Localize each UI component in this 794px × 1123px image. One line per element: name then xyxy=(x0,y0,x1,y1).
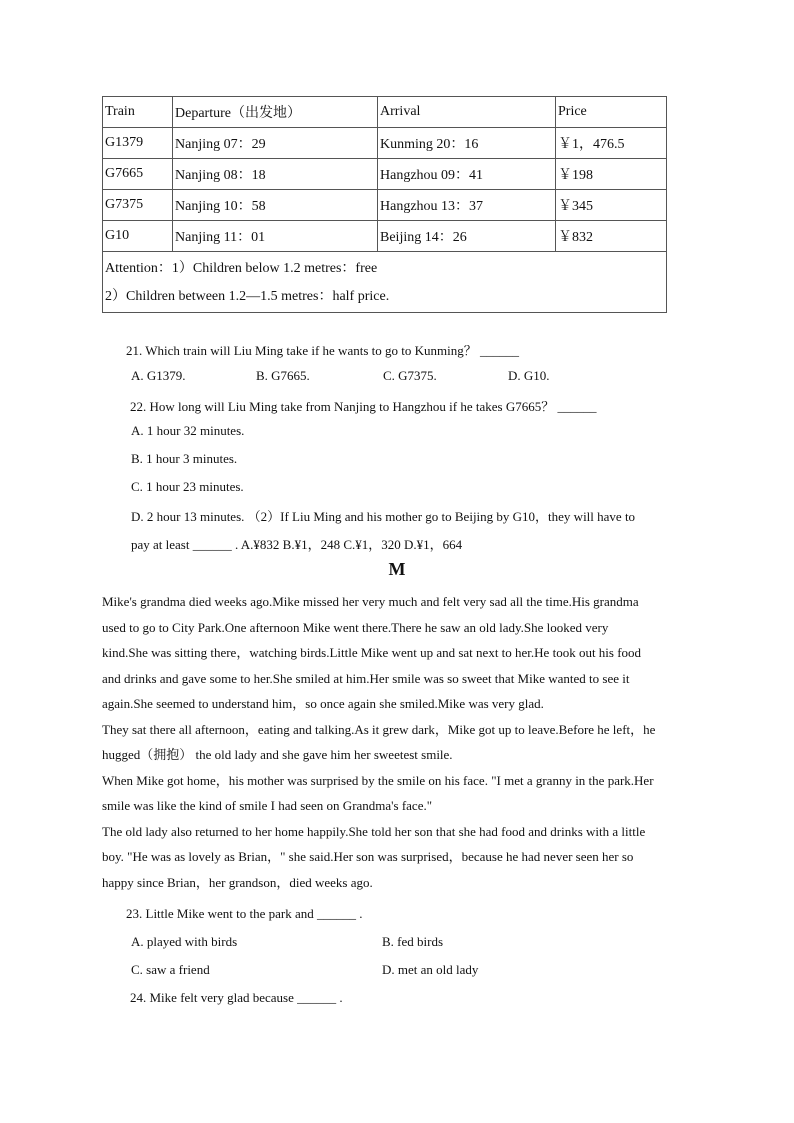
cell-arrival: Kunming 20：16 xyxy=(378,128,556,159)
q23-option-c[interactable]: C. saw a friend xyxy=(131,962,210,977)
passage-line: hugged（拥抱） the old lady and she gave him her sweetest smile. xyxy=(102,747,453,762)
header-price: Price xyxy=(556,97,667,128)
cell-price: ￥345 xyxy=(556,190,667,221)
table-note-row xyxy=(103,252,667,313)
table-header-row xyxy=(103,97,667,128)
passage-line: again.She seemed to understand him，so once again she smiled.Mike was very glad. xyxy=(102,696,544,711)
cell-departure: Nanjing 07：29 xyxy=(173,128,378,159)
q22-option-b[interactable]: B. 1 hour 3 minutes. xyxy=(131,451,238,466)
q22-option-c[interactable]: C. 1 hour 23 minutes. xyxy=(131,479,244,494)
header-departure: Departure（出发地） xyxy=(173,97,378,128)
cell-price: ￥198 xyxy=(556,159,667,190)
cell-departure: Nanjing 08：18 xyxy=(173,159,378,190)
cell-train: G7375 xyxy=(103,190,173,221)
table-row xyxy=(103,221,667,252)
cell-arrival: Hangzhou 09：41 xyxy=(378,159,556,190)
passage-line: Mike's grandma died weeks ago.Mike missed her very much and felt very sad all the time.His grandma xyxy=(102,594,639,609)
note-line-1: Attention：1）Children below 1.2 metres：free xyxy=(105,261,378,276)
table-row xyxy=(103,128,667,159)
cell-train: G7665 xyxy=(103,159,173,190)
q21-option-c[interactable]: C. G7375. xyxy=(383,368,437,383)
section-title: M xyxy=(388,559,406,579)
passage-line: kind.She was sitting there，watching birds.Little Mike went up and sat next to her.He took out his food xyxy=(102,645,642,660)
q22-option-d[interactable]: D. 2 hour 13 minutes. （2）If Liu Ming and his mother go to Beijing by G10，they will have to xyxy=(131,509,636,524)
table-row xyxy=(103,159,667,190)
passage-line: boy. "He was as lovely as Brian，" she said.Her son was surprised，because he had never seen her so xyxy=(102,849,634,864)
attention-note xyxy=(103,252,667,313)
q23-option-a[interactable]: A. played with birds xyxy=(131,934,238,949)
q21-stem: 21. Which train will Liu Ming take if he wants to go to Kunming？ ______ xyxy=(126,343,519,358)
q22-stem: 22. How long will Liu Ming take from Nanjing to Hangzhou if he takes G7665？ ______ xyxy=(130,399,597,414)
passage-line: smile was like the kind of smile I had seen on Grandma's face." xyxy=(102,798,433,813)
passage-line: When Mike got home，his mother was surprised by the smile on his face. "I met a granny in the park.Her xyxy=(102,772,654,788)
header-train: Train xyxy=(103,97,173,128)
passage-line: They sat there all afternoon，eating and talking.As it grew dark，Mike got up to leave.Before he left，he xyxy=(102,721,656,737)
cell-departure: Nanjing 10：58 xyxy=(173,190,378,221)
passage-line: and drinks and gave some to her.She smiled at him.Her smile was so sweet that Mike wanted to see it xyxy=(102,670,630,686)
q24-stem: 24. Mike felt very glad because ______ . xyxy=(130,990,343,1005)
q23-stem: 23. Little Mike went to the park and ______ . xyxy=(126,906,363,921)
q22-followup: pay at least ______ . A.¥832 B.¥1，248 C.¥1，320 D.¥1，664 xyxy=(131,537,463,552)
q22-option-a[interactable]: A. 1 hour 32 minutes. xyxy=(131,423,245,438)
passage-line: The old lady also returned to her home happily.She told her son that she had food and drinks with a little xyxy=(102,823,646,839)
q21-option-d[interactable]: D. G10. xyxy=(508,368,550,383)
cell-departure: Nanjing 11：01 xyxy=(173,221,378,252)
q23-option-d[interactable]: D. met an old lady xyxy=(382,962,479,977)
cell-train: G1379 xyxy=(103,128,173,159)
cell-train: G10 xyxy=(103,221,173,252)
cell-arrival: Hangzhou 13：37 xyxy=(378,190,556,221)
header-arrival: Arrival xyxy=(378,97,556,128)
table-row xyxy=(103,190,667,221)
passage-line: used to go to City Park.One afternoon Mike went there.There he saw an old lady.She looked very xyxy=(102,619,609,635)
q21-option-a[interactable]: A. G1379. xyxy=(131,368,186,383)
reading-passage xyxy=(102,589,694,895)
passage-line: happy since Brian，her grandson，died weeks ago. xyxy=(102,874,373,890)
note-line-2: 2）Children between 1.2—1.5 metres：half price. xyxy=(105,289,390,304)
q21-option-b[interactable]: B. G7665. xyxy=(256,368,310,383)
q23-option-b[interactable]: B. fed birds xyxy=(382,934,444,949)
train-schedule-table xyxy=(102,96,667,313)
cell-arrival: Beijing 14：26 xyxy=(378,221,556,252)
cell-price: ￥832 xyxy=(556,221,667,252)
cell-price: ￥1，476.5 xyxy=(556,128,667,159)
